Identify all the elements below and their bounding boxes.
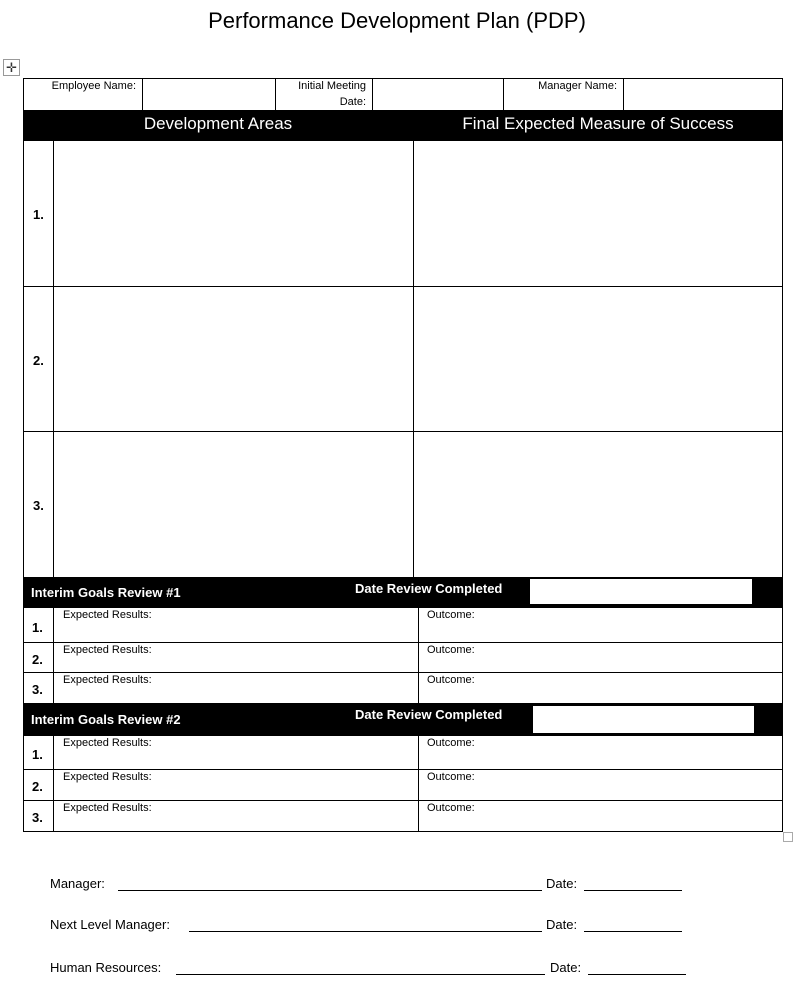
measure-of-success-1[interactable] <box>413 140 783 287</box>
manager-name-label: Manager Name: <box>538 80 617 92</box>
manager-signature-label: Manager: <box>50 876 105 891</box>
next-level-manager-label: Next Level Manager: <box>50 917 170 932</box>
review1-title: Interim Goals Review #1 <box>31 585 181 600</box>
row-number: 2. <box>32 779 43 794</box>
outcome-label[interactable]: Outcome: <box>427 674 475 686</box>
page-title: Performance Development Plan (PDP) <box>208 8 586 33</box>
measure-of-success-3[interactable] <box>413 431 783 578</box>
employee-name-field[interactable] <box>142 78 276 111</box>
initial-meeting-label-1: Initial Meeting <box>298 80 366 92</box>
manager-signature-line[interactable] <box>118 890 542 891</box>
review2-date-field[interactable] <box>533 706 754 733</box>
review2-title: Interim Goals Review #2 <box>31 712 181 727</box>
manager-name-field[interactable] <box>623 78 783 111</box>
table-move-handle-icon[interactable]: ✛ <box>3 59 20 76</box>
expected-results-label[interactable]: Expected Results: <box>63 802 152 814</box>
development-area-1[interactable] <box>53 140 414 287</box>
development-area-2[interactable] <box>53 286 414 432</box>
hr-date-line[interactable] <box>588 974 686 975</box>
human-resources-label: Human Resources: <box>50 960 162 975</box>
row-number-cell <box>23 286 54 432</box>
initial-meeting-date-field[interactable] <box>372 78 504 111</box>
expected-results-label[interactable]: Expected Results: <box>63 609 152 621</box>
expected-results-label[interactable]: Expected Results: <box>63 771 152 783</box>
human-resources-line[interactable] <box>176 974 545 975</box>
expected-results-label[interactable]: Expected Results: <box>63 737 152 749</box>
row-number: 3. <box>32 682 43 697</box>
employee-name-label: Employee Name: <box>51 80 136 92</box>
row-number: 2. <box>32 652 43 667</box>
row-number: 3. <box>32 810 43 825</box>
expected-results-label[interactable]: Expected Results: <box>63 644 152 656</box>
outcome-label[interactable]: Outcome: <box>427 802 475 814</box>
outcome-label[interactable]: Outcome: <box>427 771 475 783</box>
row-number-cell <box>23 140 54 287</box>
next-level-date-line[interactable] <box>584 931 682 932</box>
review1-date-field[interactable] <box>530 579 752 604</box>
next-level-date-label: Date: <box>546 917 578 932</box>
outcome-label[interactable]: Outcome: <box>427 644 475 656</box>
review1-date-label: Date Review Completed <box>355 581 503 596</box>
final-measure-heading: Final Expected Measure of Success <box>462 114 734 133</box>
row-number: 3. <box>33 498 44 513</box>
row-number: 1. <box>32 620 43 635</box>
next-level-manager-line[interactable] <box>189 931 542 932</box>
row-number: 1. <box>33 207 44 222</box>
hr-date-label: Date: <box>550 960 582 975</box>
review2-table <box>23 735 783 832</box>
expected-results-label[interactable]: Expected Results: <box>63 674 152 686</box>
initial-meeting-label-2: Date: <box>339 96 366 108</box>
development-areas-heading: Development Areas <box>143 114 293 133</box>
outcome-label[interactable]: Outcome: <box>427 609 475 621</box>
manager-date-label: Date: <box>546 876 578 891</box>
table-resize-handle[interactable] <box>783 832 793 842</box>
development-area-3[interactable] <box>53 431 414 578</box>
row-number: 1. <box>32 747 43 762</box>
review2-date-label: Date Review Completed <box>355 707 503 722</box>
row-number: 2. <box>33 353 44 368</box>
outcome-label[interactable]: Outcome: <box>427 737 475 749</box>
manager-date-line[interactable] <box>584 890 682 891</box>
measure-of-success-2[interactable] <box>413 286 783 432</box>
row-number-cell <box>23 431 54 578</box>
